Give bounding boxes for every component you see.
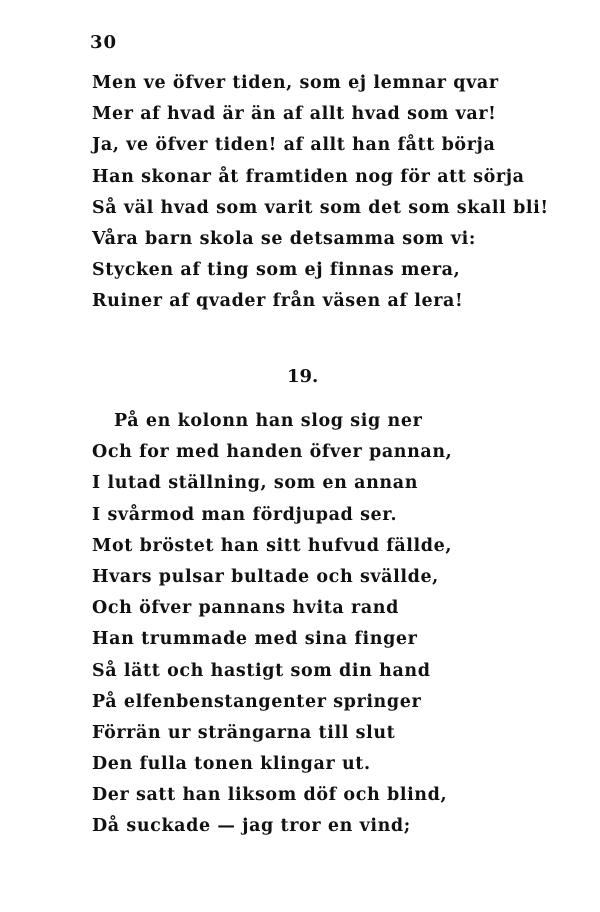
poem-stanza-2 bbox=[92, 406, 452, 843]
poem-line: Han trummade med sina finger bbox=[92, 629, 418, 650]
poem-stanza-1 bbox=[92, 68, 549, 318]
poem-line: Hvars pulsar bultade och svällde, bbox=[92, 566, 439, 587]
poem-line: Der satt han liksom döf och blind, bbox=[92, 785, 448, 806]
poem-line: På en kolonn han slog sig ner bbox=[114, 411, 423, 431]
poem-line: Våra barn skola se detsamma som vi: bbox=[92, 228, 476, 249]
poem-line: Men ve öfver tiden, som ej lemnar qvar bbox=[92, 73, 499, 93]
poem-line: Ruiner af qvader från väsen af lera! bbox=[92, 291, 464, 312]
poem-line: Mot bröstet han sitt hufvud fällde, bbox=[92, 535, 453, 556]
poem-line: I lutad ställning, som en annan bbox=[92, 473, 419, 494]
poem-line: Så lätt och hastigt som din hand bbox=[92, 660, 431, 681]
poem-line: Mer af hvad är än af allt hvad som var! bbox=[92, 104, 497, 125]
poem-line: I svårmod man fördjupad ser. bbox=[92, 504, 398, 525]
section-number: 19. bbox=[287, 366, 319, 387]
poem-line: Och öfver pannans hvita rand bbox=[92, 598, 399, 619]
page-number: 30 bbox=[90, 32, 118, 53]
poem-line: Den fulla tonen klingar ut. bbox=[92, 754, 371, 775]
poem-line: På elfenbenstangenter springer bbox=[92, 691, 422, 712]
poem-line: Och for med handen öfver pannan, bbox=[92, 442, 453, 463]
poem-line: Ja, ve öfver tiden! af allt han fått börja bbox=[92, 135, 496, 156]
poem-line: Så väl hvad som varit som det som skall bli! bbox=[92, 197, 549, 218]
poem-line: Han skonar åt framtiden nog för att sörja bbox=[92, 166, 525, 187]
poem-line: Förrän ur strängarna till slut bbox=[92, 722, 396, 743]
poem-line: Stycken af ting som ej finnas mera, bbox=[92, 260, 461, 281]
poem-line: Då suckade — jag tror en vind; bbox=[92, 816, 411, 837]
